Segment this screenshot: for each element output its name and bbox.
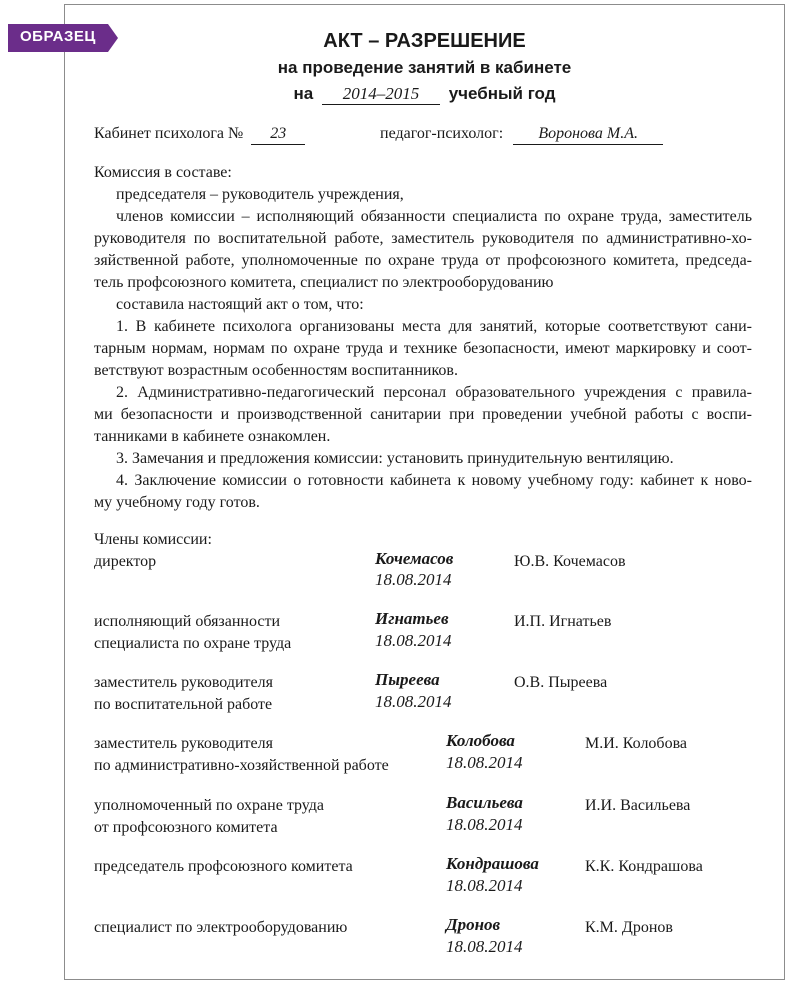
- member-role: по воспитательной работе: [94, 696, 273, 713]
- member-signature: Васильева: [446, 793, 523, 812]
- year-suffix: учебный год: [448, 84, 556, 103]
- cabinet-number: 23: [251, 124, 305, 145]
- year-prefix: на: [293, 84, 314, 103]
- member-signature: Кондрашова: [446, 854, 539, 873]
- member-name: Ю.В. Кочемасов: [514, 553, 626, 570]
- body-line: 2. Административно-педагогический персонал образовательного учреждения с правила-: [116, 384, 752, 401]
- member-signature: Колобова: [446, 731, 515, 750]
- member-signature: Игнатьев: [375, 609, 449, 628]
- member-name: К.М. Дронов: [585, 919, 673, 936]
- member-role: заместитель руководителя: [94, 674, 273, 691]
- sample-badge-label: ОБРАЗЕЦ: [20, 28, 96, 45]
- cabinet-line: [94, 124, 305, 145]
- academic-year-line: [64, 84, 785, 105]
- member-name: И.П. Игнатьев: [514, 613, 612, 630]
- member-role: по административно-хозяйственной работе: [94, 757, 389, 774]
- body-line: тарным нормам, нормам по охране труда и технике безопасности, имеют маркировку и соот-: [94, 340, 752, 357]
- member-role: директор: [94, 553, 157, 570]
- member-signature: Дронов: [446, 915, 501, 934]
- cabinet-label: Кабинет психолога №: [94, 125, 244, 142]
- member-date: 18.08.2014: [375, 692, 452, 711]
- member-date: 18.08.2014: [375, 631, 452, 650]
- member-name: О.В. Пыреева: [514, 674, 608, 691]
- members-heading: Члены комиссии:: [94, 531, 212, 548]
- body-line: ми безопасности и производственной санитарии при проведении учебной работы с воспи-: [94, 406, 752, 423]
- member-role: специалист по электрооборудованию: [94, 919, 348, 936]
- member-name: К.К. Кондрашова: [585, 858, 703, 875]
- academic-year-value: 2014–2015: [322, 84, 440, 105]
- member-signature: Пыреева: [375, 670, 440, 689]
- teacher-line: [380, 124, 663, 145]
- body-line: Комиссия в составе:: [94, 164, 232, 181]
- member-date: 18.08.2014: [446, 815, 523, 834]
- body-line: руководителя по воспитательной работе, заместитель руководителя по административно-хо-: [94, 230, 752, 247]
- member-role: от профсоюзного комитета: [94, 819, 278, 836]
- body-line: 4. Заключение комиссии о готовности кабинета к новому учебному году: кабинет к ново-: [116, 472, 752, 489]
- document-subtitle: на проведение занятий в кабинете: [277, 58, 572, 77]
- member-role: председатель профсоюзного комитета: [94, 858, 353, 875]
- body-line: председателя – руководитель учреждения,: [116, 186, 404, 203]
- body-line: 3. Замечания и предложения комиссии: установить принудительную вентиляцию.: [116, 450, 674, 467]
- body-line: 1. В кабинете психолога организованы места для занятий, которые соответствуют сани-: [116, 318, 752, 335]
- member-role: специалиста по охране труда: [94, 635, 292, 652]
- teacher-label: педагог-психолог:: [380, 125, 504, 142]
- member-date: 18.08.2014: [375, 570, 452, 589]
- teacher-name: Воронова М.А.: [513, 124, 663, 145]
- member-role: заместитель руководителя: [94, 735, 273, 752]
- member-signature: Кочемасов: [375, 549, 454, 568]
- body-line: танниками в кабинете ознакомлен.: [94, 428, 331, 445]
- body-line: ветствуют возрастным особенностям воспитанников.: [94, 362, 458, 379]
- member-name: М.И. Колобова: [585, 735, 688, 752]
- member-role: исполняющий обязанности: [94, 613, 281, 630]
- member-date: 18.08.2014: [446, 753, 523, 772]
- body-line: членов комиссии – исполняющий обязанности специалиста по охране труда, заместитель: [116, 208, 752, 225]
- member-name: И.И. Васильева: [585, 797, 691, 814]
- member-date: 18.08.2014: [446, 937, 523, 956]
- member-date: 18.08.2014: [446, 876, 523, 895]
- member-role: уполномоченный по охране труда: [94, 797, 325, 814]
- body-line: му учебному году готов.: [94, 494, 260, 511]
- body-line: зяйственной работе, уполномоченные по охране труда от профсоюзного комитета, председа-: [94, 252, 752, 269]
- document-title: АКТ – РАЗРЕШЕНИЕ: [323, 30, 526, 52]
- body-line: составила настоящий акт о том, что:: [116, 296, 364, 313]
- body-line: тель профсоюзного комитета, специалист по электрооборудованию: [94, 274, 554, 291]
